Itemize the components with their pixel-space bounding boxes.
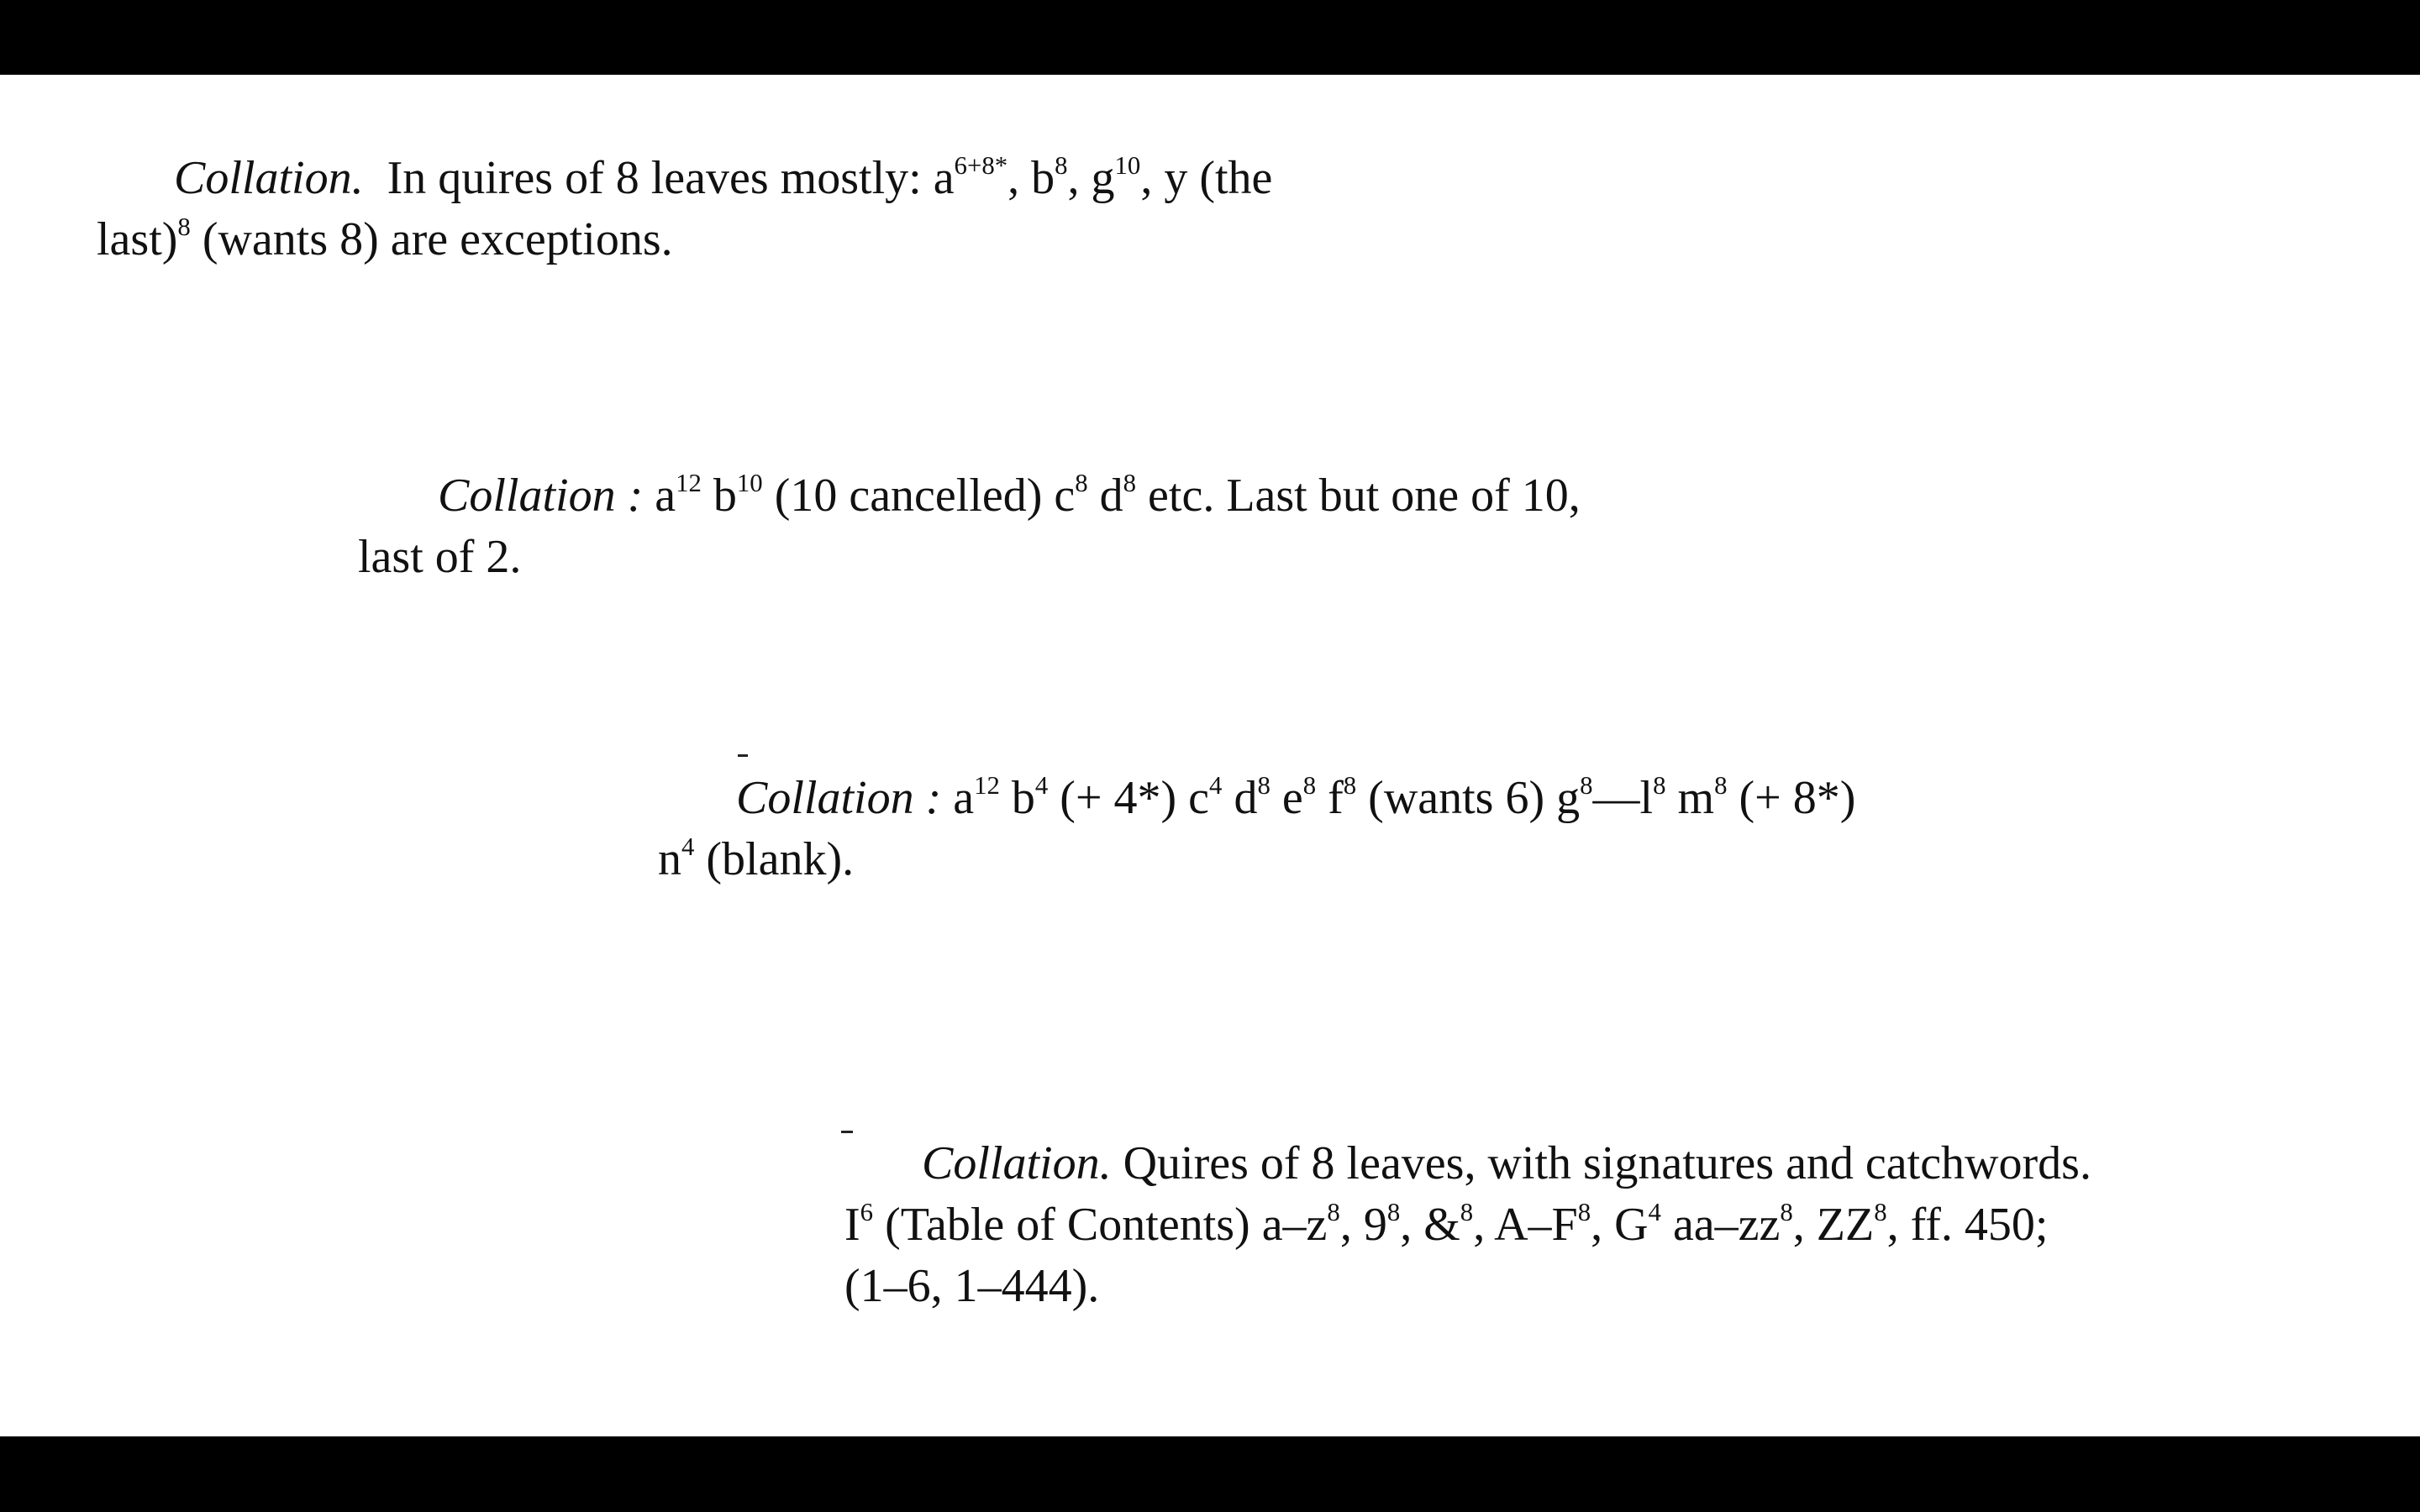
entry-3-superscript: 8 [1653,771,1666,801]
entry-4-text: , ZZ [1792,1199,1875,1251]
entry-2-superscript: 12 [676,469,702,498]
bottom-letterbox-bar [0,1436,2420,1512]
entry-3-text: (blank). [694,833,855,885]
scan-mark [738,754,748,757]
entry-1-text: (wants 8) are exceptions. [190,213,673,265]
entry-2-heading: Collation : [438,470,644,522]
entry-4-heading: Collation. [922,1137,1112,1189]
entry-2-superscript: 8 [1075,469,1088,498]
entry-1-text: , y (the [1140,152,1273,204]
entry-1-text: In quires of 8 leaves mostly: a [387,152,955,204]
entry-4-superscript: 8 [1386,1198,1401,1227]
entry-3-text: f [1316,772,1344,824]
entry-2-text: d [1087,470,1123,522]
entry-4-text: , A–F [1473,1199,1578,1251]
entry-4-text: , G [1591,1199,1649,1251]
entry-4-line-3: (1–6, 1–444). [844,1260,1100,1312]
scan-mark [841,1131,853,1133]
entry-1-text: , g [1067,152,1115,204]
entry-3-line-1 [658,768,1855,829]
entry-3-text: (+ 8*) [1727,772,1856,824]
entry-4-text: , 9 [1339,1199,1387,1251]
entry-1-line-1 [97,148,1272,209]
entry-1-text: last) [97,213,178,265]
top-letterbox-bar [0,0,2420,75]
entry-4-text: aa–zz [1660,1199,1781,1251]
entry-3-superscript: 12 [974,771,1000,801]
entry-2-superscript: 8 [1123,469,1137,498]
entry-2-text: etc. Last but one of 10, [1136,470,1581,522]
entry-4-superscript: 6 [860,1198,874,1227]
collation-entry-1 [97,148,1272,270]
entry-3-heading: Collation : [736,772,942,824]
entry-4-superscript: 8 [1874,1198,1887,1227]
collation-entry-3 [658,768,1855,890]
entry-4-superscript: 8 [1460,1198,1474,1227]
entry-2-line-2: last of 2. [358,531,522,583]
entry-3-superscript: 8 [1302,771,1317,801]
entry-4-superscript: 8 [1577,1198,1591,1227]
entry-1-text: , b [1007,152,1055,204]
entry-4-text: , & [1400,1199,1460,1251]
entry-3-superscript: 4 [681,832,695,862]
entry-3-text: b [999,772,1035,824]
entry-3-text: d [1222,772,1258,824]
entry-3-text: n [658,833,681,885]
entry-4-text: (Table of Contents) a–z [873,1199,1328,1251]
entry-4-text: Quires of 8 leaves, with signatures and catchwords. [1111,1137,2091,1189]
entry-1-superscript: 8 [1055,151,1068,181]
entry-2-superscript: 10 [736,469,763,498]
entry-4-superscript: 8 [1327,1198,1340,1227]
document-page [0,75,2420,1436]
entry-3-superscript: 8 [1580,771,1593,801]
entry-3-superscript: 8 [1343,771,1357,801]
entry-3-superscript: 8 [1257,771,1270,801]
entry-4-superscript: 8 [1780,1198,1793,1227]
entry-1-superscript: 6+8* [954,151,1008,181]
entry-2-text: b [701,470,737,522]
entry-1-line-2 [97,209,1272,270]
entry-1-superscript: 10 [1114,151,1141,181]
collation-entry-4 [844,1133,2091,1317]
entry-4-line-1 [844,1133,2091,1194]
entry-3-superscript: 4 [1209,771,1223,801]
entry-3-text: (+ 4*) c [1048,772,1210,824]
entry-3-superscript: 4 [1034,771,1049,801]
entry-3-superscript: 8 [1714,771,1728,801]
entry-2-text: (10 cancelled) c [762,470,1076,522]
entry-4-line-2 [844,1194,2091,1256]
entry-3-text: a [941,772,975,824]
entry-4-text: I [844,1199,860,1251]
entry-1-heading: Collation. [174,152,364,204]
collation-entry-2 [358,465,1581,588]
entry-4-superscript: 4 [1648,1198,1661,1227]
entry-2-line-1 [358,465,1581,527]
entry-1-superscript: 8 [177,213,191,242]
entry-2-text: a [643,470,676,522]
entry-3-text: e [1270,772,1303,824]
entry-3-text: (wants 6) g [1356,772,1581,824]
entry-3-text: —l [1592,772,1654,824]
entry-4-text: , ff. 450; [1886,1199,2049,1251]
entry-3-line-2 [658,829,1855,890]
entry-3-text: m [1665,772,1715,824]
